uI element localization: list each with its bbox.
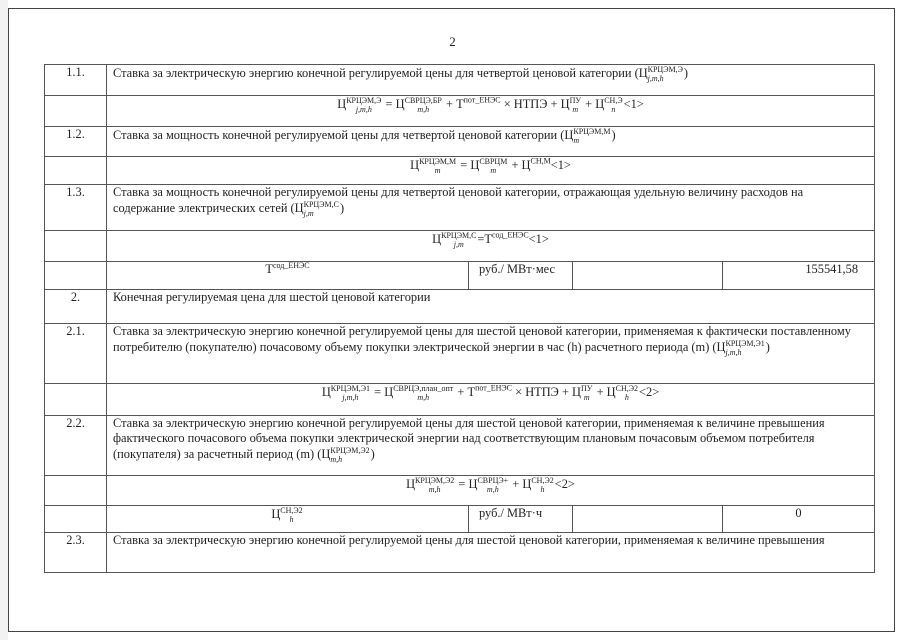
- param-unit: руб./ МВт·ч: [469, 506, 573, 533]
- row-number: 2.2.: [45, 416, 107, 476]
- param-name: $Т^{сод\_ЕНЭС}$: [107, 262, 469, 290]
- row-number: 1.3.: [45, 185, 107, 231]
- row-description: Конечная регулируемая цена для шестой ценовой категории: [107, 290, 875, 324]
- table-row: [45, 65, 875, 96]
- row-description: Ставка за электрическую энергию конечной регулируемой цены для шестой ценовой категории, применяемая к величине превышения: [107, 533, 875, 573]
- table-row: [45, 416, 875, 476]
- formula-2-1: Ц КРЦЭМ,Э1 j,m,h = Ц СВРЦЭ,план_опт m,h + $Т^{пот\_ЕНЭС}$ × НТПЭ + Ц ПУ m + Ц СН,Э2 h <2>: [107, 384, 875, 416]
- row-description: Ставка за электрическую энергию конечной регулируемой цены для четвертой ценовой категории (Ц КРЦЭМ,Э j,m,h ): [107, 65, 875, 96]
- row-number: 2.1.: [45, 324, 107, 384]
- param-empty: [573, 506, 723, 533]
- row-description: Ставка за мощность конечной регулируемой цены для четвертой ценовой категории (Ц КРЦЭМ,М m ): [107, 127, 875, 157]
- table-row: [45, 476, 875, 506]
- page-number: 2: [449, 34, 456, 49]
- table-row: [45, 533, 875, 573]
- param-value: 0: [723, 506, 875, 533]
- table-row: [45, 384, 875, 416]
- table-row: [45, 96, 875, 127]
- tariff-table: [44, 64, 875, 573]
- table-row: [45, 157, 875, 185]
- table-row: [45, 262, 875, 290]
- formula-1-3: Ц КРЦЭМ,С j,m $=Т^{сод\_ЕНЭС}<1>$: [107, 231, 875, 262]
- param-value: 155541,58: [723, 262, 875, 290]
- row-number: 1.2.: [45, 127, 107, 157]
- row-number: 2.: [45, 290, 107, 324]
- table-row: [45, 506, 875, 533]
- param-empty: [573, 262, 723, 290]
- table-row: [45, 127, 875, 157]
- row-number: 1.1.: [45, 65, 107, 96]
- table-row: [45, 324, 875, 384]
- formula-2-2: Ц КРЦЭМ,Э2 m,h = Ц СВРЦЭ+ m,h + Ц СН,Э2 h <2>: [107, 476, 875, 506]
- table-row: [45, 290, 875, 324]
- row-description: Ставка за мощность конечной регулируемой цены для четвертой ценовой категории, отражающая удельную величину расходов на содержание электрических сетей (Ц КРЦЭМ,С j,m ): [107, 185, 875, 231]
- param-unit: руб./ МВт·мес: [469, 262, 573, 290]
- row-number: 2.3.: [45, 533, 107, 573]
- formula-1-1: Ц КРЦЭМ,Э j,m,h = Ц СВРЦЭ,БР m,h + $Т^{пот\_ЕНЭС}$ × НТПЭ + Ц ПУ m + Ц СН,Э n <1>: [107, 96, 875, 127]
- row-description: Ставка за электрическую энергию конечной регулируемой цены для шестой ценовой категории, применяемая к величине превышения фактического почасового объема покупки электрической энергии над соответствующим плановым почасовым объемом потребителя (покупателя) за расчетный период (m) (Ц КРЦЭМ,Э2 m,h ): [107, 416, 875, 476]
- param-name: Ц СН,Э2 h: [107, 506, 469, 533]
- scan-edge: [0, 0, 8, 640]
- formula-1-2: Ц КРЦЭМ,М m = Ц СВРЦМ m + $Ц^{СН,М}<1>$: [107, 157, 875, 185]
- row-description: Ставка за электрическую энергию конечной регулируемой цены для шестой ценовой категории, применяемая к фактически поставленному потребителю (покупателю) почасовому объему покупки электрической энергии в час (h) расчетного периода (m) (Ц КРЦЭМ,Э1 j,m,h ): [107, 324, 875, 384]
- table-row: [45, 231, 875, 262]
- table-row: [45, 185, 875, 231]
